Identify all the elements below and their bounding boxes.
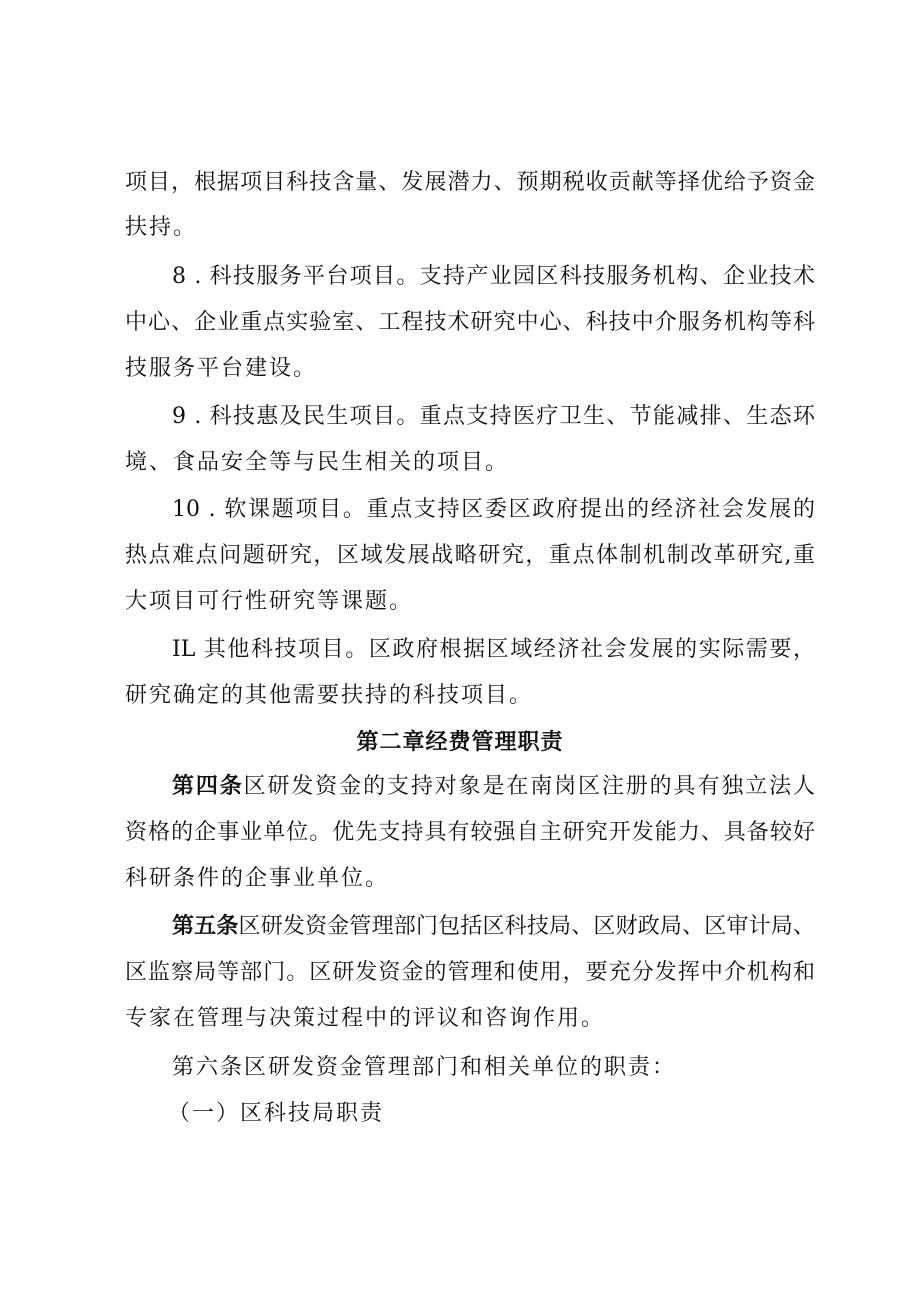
paragraph-9-line-1: 9 . 科技惠及民生项目。重点支持医疗卫生、节能减排、生态环 bbox=[172, 404, 815, 429]
paragraph-10-line-1: 10 . 软课题项目。重点支持区委区政府提出的经济社会发展的 bbox=[172, 497, 815, 522]
paragraph-7-line-1: 项目，根据项目科技含量、发展潜力、预期税收贡献等择优给予资金 bbox=[125, 170, 815, 195]
article-5-label: 第五条 bbox=[172, 914, 239, 939]
article-4-line-2: 资格的企事业单位。优先支持具有较强自主研究开发能力、具备较好 bbox=[125, 820, 815, 845]
paragraph-11-line-2: 研究确定的其他需要扶持的科技项目。 bbox=[125, 683, 534, 708]
article-4-line-3: 科研条件的企事业单位。 bbox=[125, 866, 390, 891]
article-4-label: 第四条 bbox=[172, 774, 244, 799]
paragraph-8-line-2: 中心、企业重点实验室、工程技术研究中心、科技中介服务机构等科 bbox=[125, 310, 815, 335]
paragraph-8-line-3: 技服务平台建设。 bbox=[125, 356, 318, 381]
article-4-line-1-text: 区研发资金的支持对象是在南岗区注册的具有独立法人 bbox=[243, 774, 815, 799]
paragraph-7-line-2: 扶持。 bbox=[125, 215, 198, 240]
paragraph-10-line-2: 热点难点问题研究，区域发展战略研究，重点体制机制改革研究,重 bbox=[125, 543, 815, 568]
paragraph-10-line-3: 大项目可行性研究等课题。 bbox=[125, 589, 414, 614]
article-5-line-1-text: 区研发资金管理部门包括区科技局、区财政局、区审计局、 bbox=[238, 914, 815, 939]
article-5-line-2: 区监察局等部门。区研发资金的管理和使用，要充分发挥中介机构和 bbox=[125, 960, 815, 985]
article-5-line-1 bbox=[172, 912, 815, 942]
article-5-line-3: 专家在管理与决策过程中的评议和咨询作用。 bbox=[125, 1006, 606, 1031]
paragraph-11-line-1: IL 其他科技项目。区政府根据区域经济社会发展的实际需要， bbox=[172, 637, 815, 662]
subsection-1-heading: （一）区科技局职责 bbox=[168, 1101, 385, 1126]
paragraph-8-line-1: 8 . 科技服务平台项目。支持产业园区科技服务机构、企业技术 bbox=[172, 264, 815, 289]
paragraph-9-line-2: 境、食品安全等与民生相关的项目。 bbox=[125, 450, 510, 475]
article-4-line-1 bbox=[172, 772, 815, 802]
article-6-line-1: 第六条区研发资金管理部门和相关单位的职责： bbox=[172, 1055, 677, 1080]
chapter-heading: 第二章经费管理职责 bbox=[356, 730, 564, 755]
